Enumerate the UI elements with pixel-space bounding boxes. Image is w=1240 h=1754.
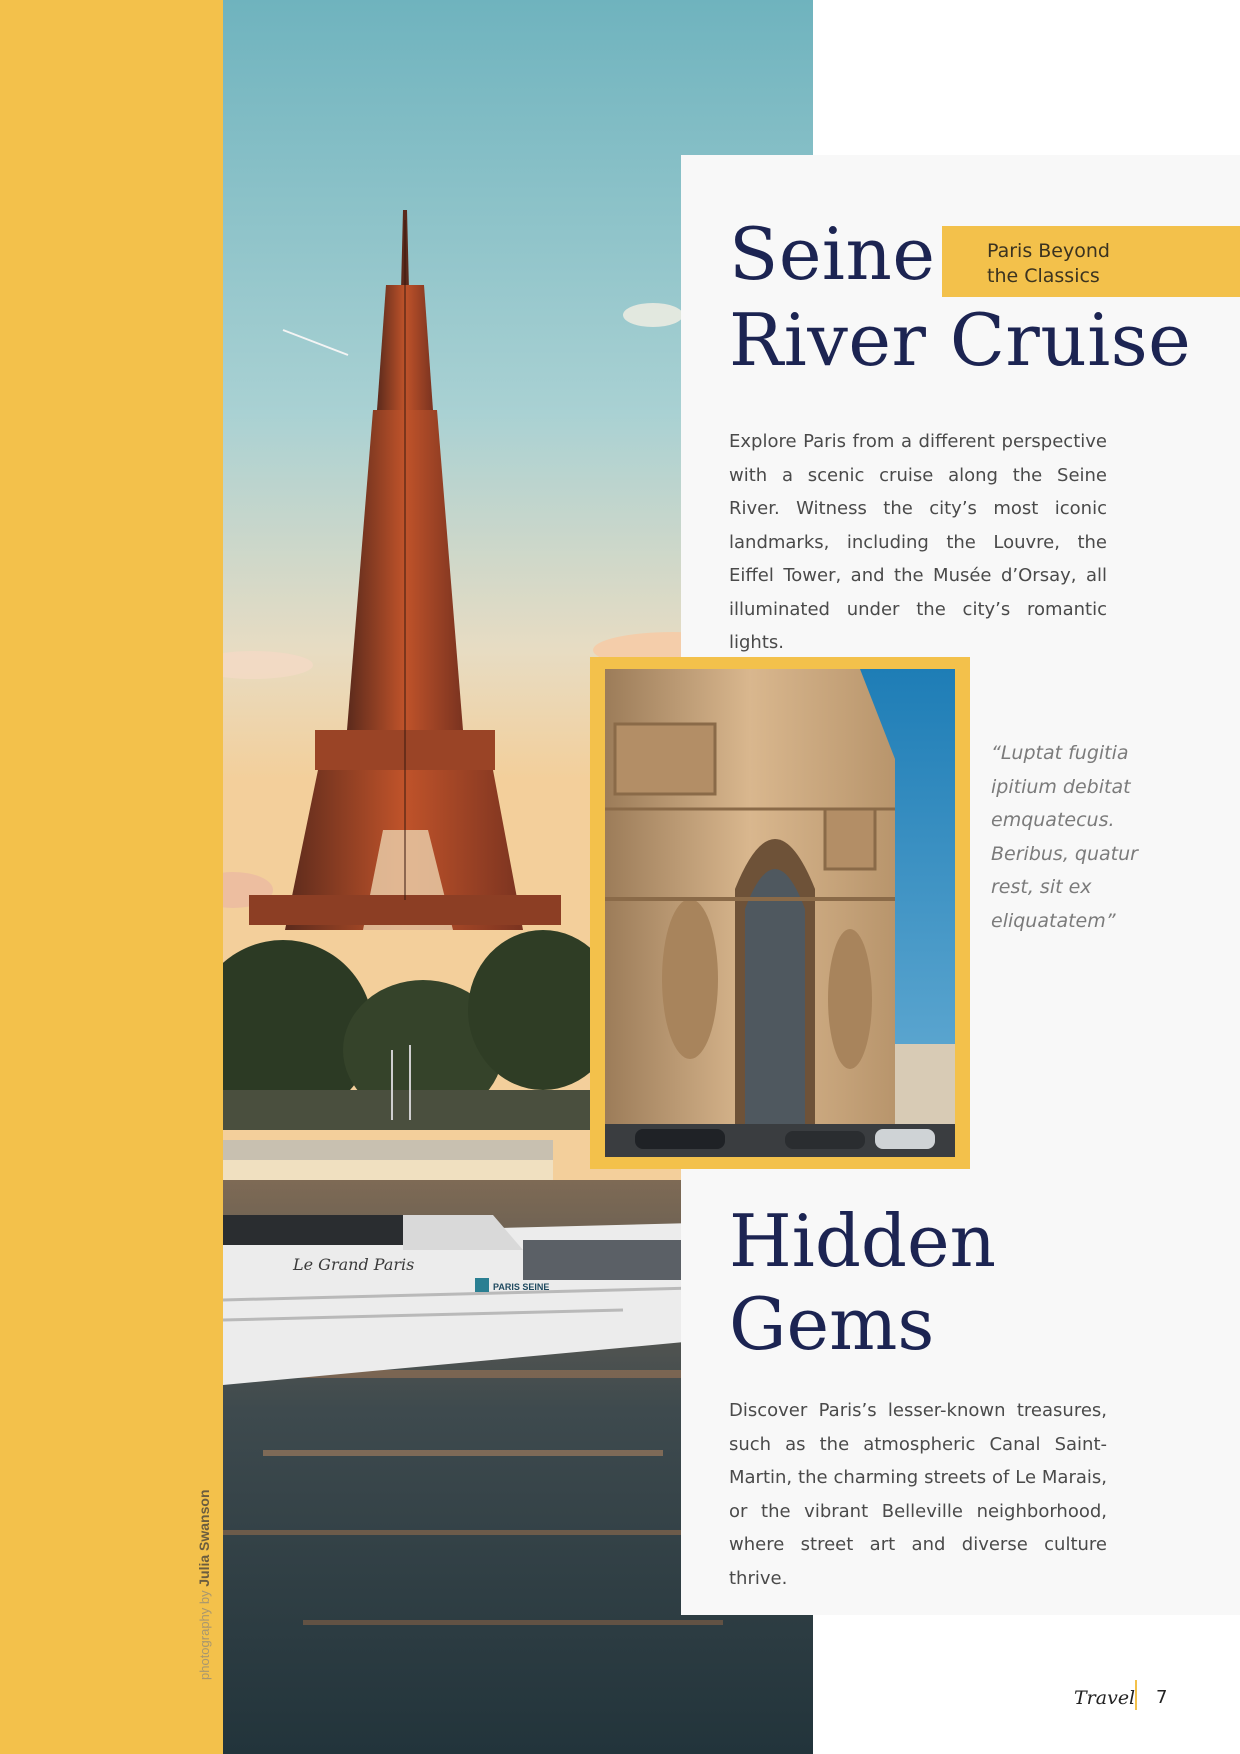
photo-credit bbox=[196, 1490, 212, 1681]
yellow-side-band bbox=[0, 0, 223, 1754]
pull-quote: “Luptat fugitia ipitium debitat emquatecus. Beribus, quatur rest, sit ex eliquatatem” bbox=[991, 742, 1138, 932]
footer-section-label: Travel bbox=[1074, 1687, 1136, 1709]
seine-body-text: Explore Paris from a different perspective with a scenic cruise along the Seine River. Witness the city’s most iconic landmarks, including the Louvre, the Eiffel Tower, and the Musée d’Orsay, all illuminated under the city’s romantic lights. bbox=[729, 431, 1107, 653]
title-seine-line-1: Seine bbox=[729, 212, 936, 296]
title-hidden-line-1: Hidden bbox=[729, 1199, 996, 1283]
boat-name-text: Le Grand Paris bbox=[293, 1255, 415, 1274]
arc-photo-frame bbox=[590, 657, 970, 1169]
section-tag-label: Paris Beyond the Classics bbox=[987, 240, 1110, 287]
footer-divider bbox=[1135, 1680, 1137, 1710]
photo-credit-name: Julia Swanson bbox=[196, 1489, 212, 1587]
title-hidden-line-2: Gems bbox=[729, 1282, 935, 1366]
hidden-gems-body-text: Discover Paris’s lesser-known treasures, such as the atmospheric Canal Saint-Martin, the charming streets of Le Marais, or the vibrant Belleville neighborhood, where street art and diverse culture thrive. bbox=[729, 1400, 1107, 1589]
title-seine-line-2: River Cruise bbox=[729, 298, 1192, 382]
arc-shape bbox=[605, 669, 895, 1139]
footer-page-number: 7 bbox=[1156, 1687, 1168, 1708]
arc-de-triomphe-photo bbox=[605, 669, 955, 1157]
photo-credit-prefix: photography by bbox=[197, 1590, 212, 1680]
boat-logo-text: PARIS SEINE bbox=[493, 1282, 550, 1292]
section-tag bbox=[942, 226, 1240, 297]
